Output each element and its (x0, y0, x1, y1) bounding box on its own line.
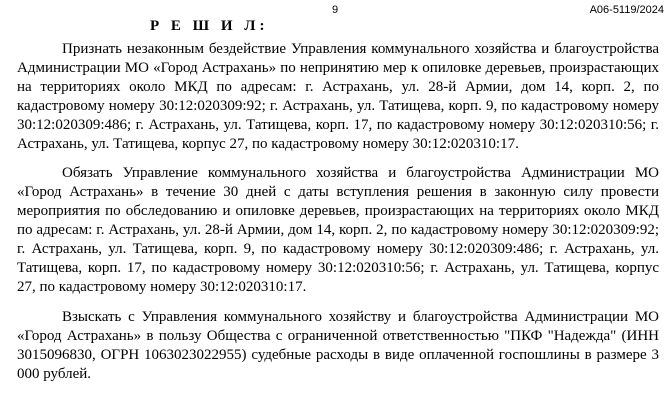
decision-heading: Р Е Ш И Л: (150, 18, 269, 34)
paragraph-declare-unlawful: Признать незаконным бездействие Управления коммунального хозяйства и благоустройства Администрации МО «Город Астрахань» по непринятию мер к опиловке деревьев, произрастающих на территориях около МКД по адресам: г. Астрахань, ул. 28-й Армии, дом 14, корп. 2, по кадастровому номеру 30:12:020309:92; г. Астрахань, ул. Татищева, корп. 9, по кадастровому номеру 30:12:020309:486; г. Астрахань, ул. Татищева, корп. 17, по кадастровому номеру 30:12:020310:56; г. Астрахань, ул. Татищева, корпус 27, по кадастровому номеру 30:12:020310:17. (17, 41, 659, 152)
document-body (17, 40, 659, 394)
page-number: 9 (332, 4, 339, 16)
paragraph-obligate: Обязать Управление коммунального хозяйства и благоустройства Администрации МО «Город Астрахань» в течение 30 дней с даты вступления решения в законную силу провести мероприятия по обследованию и опиловке деревьев, произрастающих на территориях около МКД по адресам: г. Астрахань, ул. 28-й Армии, дом 14, корп. 2, по кадастровому номеру 30:12:020309:92; г. Астрахань, ул. Татищева, корп. 9, по кадастровому номеру 30:12:020309:486; г. Астрахань, ул. Татищева, корп. 17, по кадастровому номеру 30:12:020310:56; г. Астрахань, ул. Татищева, корпус 27, по кадастровому номеру 30:12:020310:17. (17, 165, 659, 295)
paragraph-recover-costs: Взыскать с Управления коммунального хозяйству и благоустройства Администрации МО «Город Астрахань» в пользу Общества с ограниченной ответственностью "ПКФ "Надежда" (ИНН 3015096830, ОГРН 1063023022955) судебные расходы в виде оплаченной госпошлины в размере 3 000 рублей. (17, 308, 659, 382)
case-number: А06-5119/2024 (589, 4, 664, 16)
